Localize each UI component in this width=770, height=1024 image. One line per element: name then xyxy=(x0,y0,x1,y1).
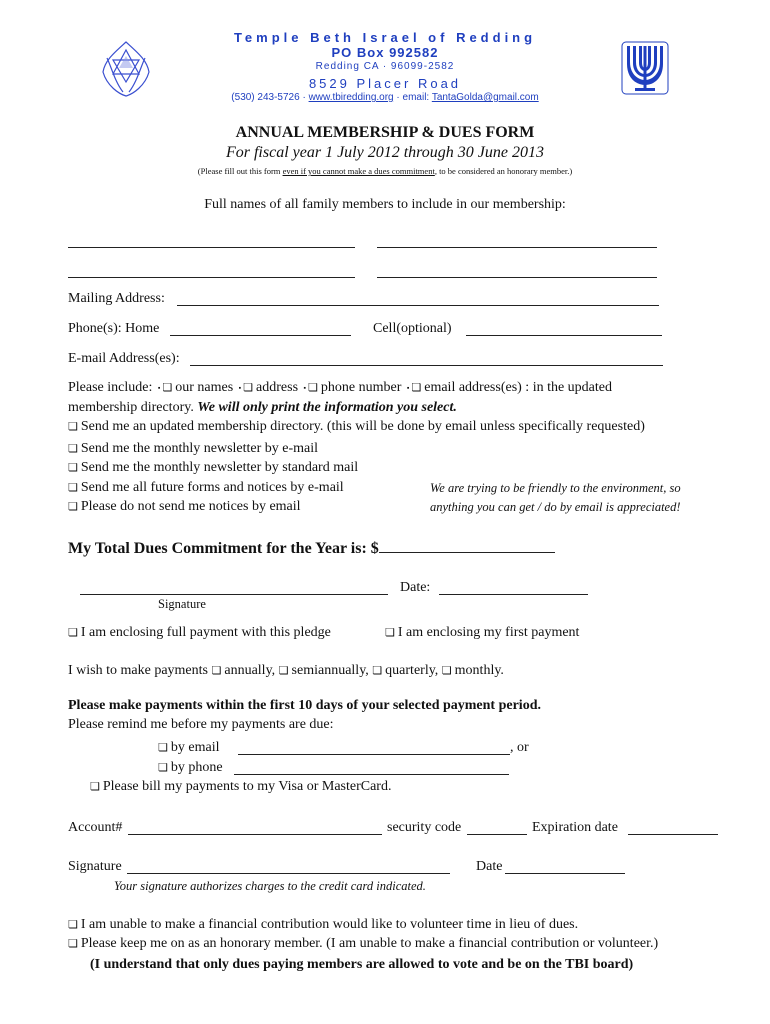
account-field[interactable] xyxy=(128,820,382,835)
email-address-label: E-mail Address(es): xyxy=(68,351,180,366)
contact-line xyxy=(0,92,770,103)
include-row: Please include: ▪ ❏ our names ▪ ❏ address ▪ ❏ phone number ▪ ❏ email address(es) : in the updated xyxy=(68,380,613,395)
expiration-field[interactable] xyxy=(628,820,718,835)
bullet-icon: ▪ xyxy=(406,383,410,392)
city-line: Redding CA · 96099-2582 xyxy=(315,61,455,72)
bill-card-checkbox[interactable]: ❏ xyxy=(90,781,100,793)
date-field[interactable] xyxy=(439,580,588,595)
form-subtitle: For fiscal year 1 July 2012 through 30 June 2013 xyxy=(225,144,545,161)
authorization-note: Your signature authorizes charges to the credit card indicated. xyxy=(114,879,426,893)
opt-news-email-row: ❏ Send me the monthly newsletter by e-mail xyxy=(68,441,319,456)
family-name-field-3[interactable] xyxy=(68,263,355,278)
include-email-checkbox[interactable]: ❏ xyxy=(411,382,422,394)
remind-email-checkbox[interactable]: ❏ xyxy=(158,742,168,754)
email-label: · email: xyxy=(396,92,430,103)
directory-line: membership directory. We will only print the information you select. xyxy=(68,400,457,415)
environment-note-2: anything you can get / do by email is appreciated! xyxy=(430,500,681,514)
cell-label: Cell(optional) xyxy=(373,321,452,336)
po-box: PO Box 992582 xyxy=(331,45,439,60)
bullet-icon: ▪ xyxy=(303,383,307,392)
opt-no-email-row: ❏ Please do not send me notices by email xyxy=(68,499,301,514)
cell-field[interactable] xyxy=(466,321,662,336)
include-names-checkbox[interactable]: ❏ xyxy=(162,382,173,394)
family-name-field-2[interactable] xyxy=(377,233,657,248)
dues-commitment-heading: My Total Dues Commitment for the Year is: $ xyxy=(68,537,555,558)
pay-monthly-checkbox[interactable]: ❏ xyxy=(441,665,452,677)
expiration-label: Expiration date xyxy=(532,820,618,835)
website-link[interactable]: www.tbiredding.org xyxy=(308,92,394,103)
signature-label: Signature xyxy=(158,597,206,611)
opt-forms-email-checkbox[interactable]: ❏ xyxy=(68,482,78,494)
first-payment-row: ❏ I am enclosing my first payment xyxy=(385,625,580,640)
by-email-row: ❏ by email xyxy=(158,740,220,755)
signature-field[interactable] xyxy=(80,580,388,595)
card-signature-field[interactable] xyxy=(127,859,450,874)
form-title: ANNUAL MEMBERSHIP & DUES FORM xyxy=(235,124,535,141)
opt-no-email-checkbox[interactable]: ❏ xyxy=(68,501,78,513)
opt-news-mail-checkbox[interactable]: ❏ xyxy=(68,462,78,474)
remind-phone-checkbox[interactable]: ❏ xyxy=(158,762,168,774)
bill-card-row: ❏ Please bill my payments to my Visa or MasterCard. xyxy=(90,779,392,794)
remind-email-field[interactable] xyxy=(238,740,510,755)
remind-label: Please remind me before my payments are due: xyxy=(68,717,334,732)
honorary-checkbox[interactable]: ❏ xyxy=(68,938,78,950)
bullet-icon: ▪ xyxy=(157,383,161,392)
include-address-checkbox[interactable]: ❏ xyxy=(243,382,254,394)
environment-note-1: We are trying to be friendly to the environment, so xyxy=(430,481,681,495)
dues-amount-field[interactable] xyxy=(379,537,555,553)
phone-home-field[interactable] xyxy=(170,321,351,336)
opt-news-mail-row: ❏ Send me the monthly newsletter by standard mail xyxy=(68,460,359,475)
by-phone-row: ❏ by phone xyxy=(158,760,223,775)
voting-note: (I understand that only dues paying members are allowed to vote and be on the TBI board) xyxy=(90,957,634,972)
payment-period-note: Please make payments within the first 10 days of your selected payment period. xyxy=(68,698,541,713)
opt-directory-row: ❏ Send me an updated membership directory. (this will be done by email unless specifically requested) xyxy=(68,419,645,434)
date-label: Date: xyxy=(400,580,431,595)
family-names-label: Full names of all family members to include in our membership: xyxy=(204,197,566,212)
full-payment-checkbox[interactable]: ❏ xyxy=(68,627,78,639)
opt-directory-checkbox[interactable]: ❏ xyxy=(68,421,78,433)
security-code-field[interactable] xyxy=(467,820,527,835)
mailing-address-label: Mailing Address: xyxy=(68,291,165,306)
security-code-label: security code xyxy=(387,820,462,835)
street-address: 8529 Placer Road xyxy=(308,76,462,91)
include-phone-checkbox[interactable]: ❏ xyxy=(308,382,318,394)
honorary-row: ❏ Please keep me on as an honorary member. (I am unable to make a financial contribution or volunteer.) xyxy=(68,936,659,951)
full-payment-row: ❏ I am enclosing full payment with this pledge xyxy=(68,625,331,640)
bullet-icon: ▪ xyxy=(238,383,242,392)
pay-semiannually-checkbox[interactable]: ❏ xyxy=(278,665,289,677)
card-date-label: Date xyxy=(476,859,503,874)
form-note: (Please fill out this form even if you cannot make a dues commitment, to be considered an honorary member.) xyxy=(197,166,573,176)
opt-forms-email-row: ❏ Send me all future forms and notices by e-mail xyxy=(68,480,344,495)
family-name-field-1[interactable] xyxy=(68,233,355,248)
first-payment-checkbox[interactable]: ❏ xyxy=(385,627,395,639)
family-name-field-4[interactable] xyxy=(377,263,657,278)
phone-home-label: Phone(s): Home xyxy=(68,321,160,336)
mailing-address-field[interactable] xyxy=(177,291,659,306)
or-text: , or xyxy=(510,740,529,755)
email-link[interactable]: TantaGolda@gmail.com xyxy=(431,92,539,103)
org-name: Temple Beth Israel of Redding xyxy=(233,30,537,45)
remind-phone-field[interactable] xyxy=(234,760,509,775)
pay-quarterly-checkbox[interactable]: ❏ xyxy=(372,665,383,677)
email-address-field[interactable] xyxy=(190,351,663,366)
card-date-field[interactable] xyxy=(505,859,625,874)
volunteer-checkbox[interactable]: ❏ xyxy=(68,919,78,931)
phone-number: (530) 243-5726 · xyxy=(231,92,306,103)
pay-annually-checkbox[interactable]: ❏ xyxy=(211,665,222,677)
payment-frequency-row: I wish to make payments ❏ annually, ❏ semiannually, ❏ quarterly, ❏ monthly. xyxy=(68,663,504,678)
card-signature-label: Signature xyxy=(68,859,122,874)
account-label: Account# xyxy=(68,820,123,835)
volunteer-row: ❏ I am unable to make a financial contribution would like to volunteer time in lieu of dues. xyxy=(68,917,579,932)
opt-news-email-checkbox[interactable]: ❏ xyxy=(68,443,78,455)
